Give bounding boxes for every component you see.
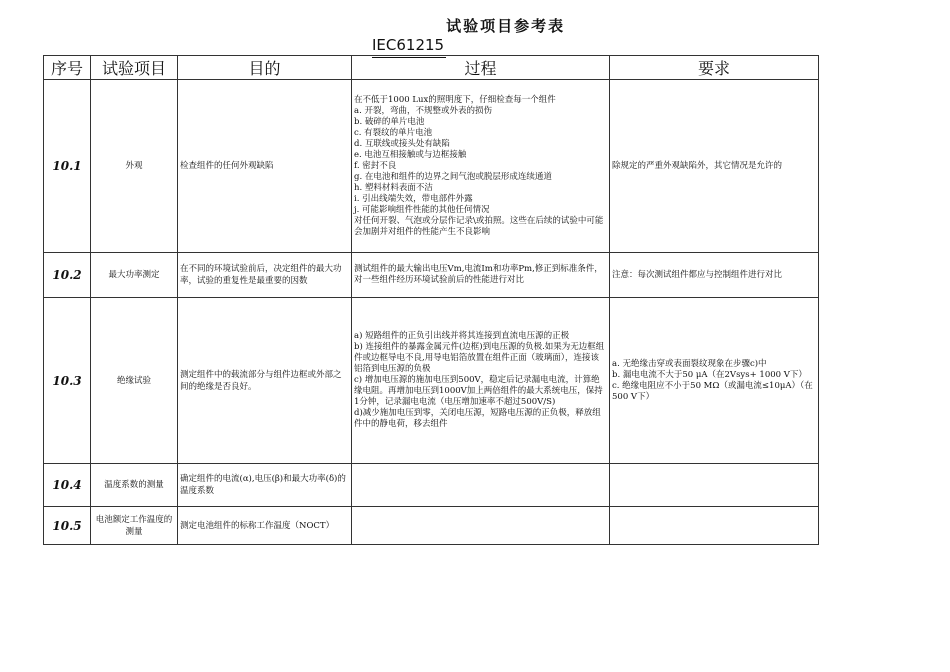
row-number: 10.1: [44, 80, 91, 253]
process-line: b) 连接组件的暴露金属元件(边框)到电压源的负极.如果为无边框组件或边框导电不良,用导电铝箔放置在组件正面（玻璃面），连接该铝箔到电压源的负极: [354, 342, 605, 374]
row-process: [352, 80, 610, 253]
header-row: [44, 56, 819, 80]
row-purpose: 测定电池组件的标称工作温度（NOCT）: [178, 507, 352, 545]
requirement-line: 除规定的严重外观缺陷外，其它情况是允许的: [612, 160, 783, 171]
row-requirement: [610, 464, 819, 507]
process-line: c) 增加电压源的施加电压到500V，稳定后记录漏电电流，计算绝缘电阻。再增加电压到1000V加上两倍组件的最大系统电压，保持1分钟，记录漏电电流（电压增加速率不超过500V/S): [354, 375, 603, 407]
process-line: a. 开裂，弯曲，不规整或外表的损伤: [354, 105, 492, 116]
row-test-item: 外观: [91, 80, 178, 253]
row-test-item: 电池额定工作温度的测量: [91, 507, 178, 545]
header-process: 过程: [352, 56, 610, 80]
test-items-table: [43, 55, 819, 545]
process-line: d)减少施加电压到零，关闭电压源，短路电压源的正负极，释放组件中的静电荷，移去组件: [354, 408, 601, 429]
process-line: 测试组件的最大输出电压Vm,电流Im和功率Pm,修正到标准条件，对一些组件经历环境试验前后的性能进行对比: [354, 264, 603, 285]
row-requirement: [610, 298, 819, 464]
row-test-item: 温度系数的测量: [91, 464, 178, 507]
row-number: 10.3: [44, 298, 91, 464]
row-purpose: 确定组件的电流(α),电压(β)和最大功率(δ)的温度系数: [178, 464, 352, 507]
row-process: [352, 464, 610, 507]
header-item: 试验项目: [91, 56, 178, 80]
process-line: f. 密封不良: [354, 160, 397, 171]
table-row: [44, 253, 819, 298]
process-line: j. 可能影响组件性能的其他任何情况: [354, 204, 490, 215]
requirement-line: c. 绝缘电阻应不小于50 MΩ（或漏电流≤10μA）（在500 V下）: [612, 380, 813, 402]
requirement-line: a. 无绝缘击穿或表面裂纹现象在步骤c)中: [612, 358, 767, 369]
process-line: 在不低于1000 Lux的照明度下，仔细检查每一个组件: [354, 94, 556, 105]
row-requirement: [610, 253, 819, 298]
table-row: [44, 298, 819, 464]
row-requirement: [610, 80, 819, 253]
row-process: [352, 298, 610, 464]
row-test-item: 最大功率测定: [91, 253, 178, 298]
table-row: [44, 464, 819, 507]
table-body: [44, 80, 819, 545]
title-name: 试验项目参考表: [446, 17, 566, 35]
process-line: i. 引出线端失效，带电部件外露: [354, 193, 473, 204]
process-line: e. 电池互相接触或与边框接触: [354, 149, 467, 160]
row-process: [352, 253, 610, 298]
row-test-item: 绝缘试验: [91, 298, 178, 464]
row-purpose: 测定组件中的载流部分与组件边框或外部之间的绝缘是否良好。: [178, 298, 352, 464]
process-line: a) 短路组件的正负引出线并将其连接到直流电压源的正极: [354, 331, 570, 341]
row-requirement: [610, 507, 819, 545]
table-row: [44, 507, 819, 545]
header-requirement: 要求: [610, 56, 819, 80]
sheet-title: [372, 17, 566, 54]
row-number: 10.4: [44, 464, 91, 507]
row-purpose: 在不同的环境试验前后，决定组件的最大功率，试验的重复性是最重要的因数: [178, 253, 352, 298]
row-purpose: 检查组件的任何外观缺陷: [178, 80, 352, 253]
process-line: h. 塑料材料表面不洁: [354, 182, 433, 193]
header-no: 序号: [44, 56, 91, 80]
header-purpose: 目的: [178, 56, 352, 80]
row-number: 10.5: [44, 507, 91, 545]
process-line: 对任何开裂、气泡或分层作记录\或拍照。这些在后续的试验中可能会加剧并对组件的性能产生不良影响: [354, 215, 604, 237]
process-line: g. 在电池和组件的边界之间气泡或脱层形成连续通道: [354, 171, 552, 182]
row-process: [352, 507, 610, 545]
process-line: b. 破碎的单片电池: [354, 116, 425, 127]
requirement-line: b. 漏电电流不大于50 μA（在2Vsys+ 1000 V下）: [612, 369, 807, 380]
table-row: [44, 80, 819, 253]
process-line: c. 有裂纹的单片电池: [354, 127, 433, 138]
process-line: d. 互联线或接头处有缺陷: [354, 138, 450, 149]
title-standard: IEC61215: [372, 36, 446, 58]
row-number: 10.2: [44, 253, 91, 298]
requirement-line: 注意：每次测试组件都应与控制组件进行对比: [612, 269, 783, 280]
